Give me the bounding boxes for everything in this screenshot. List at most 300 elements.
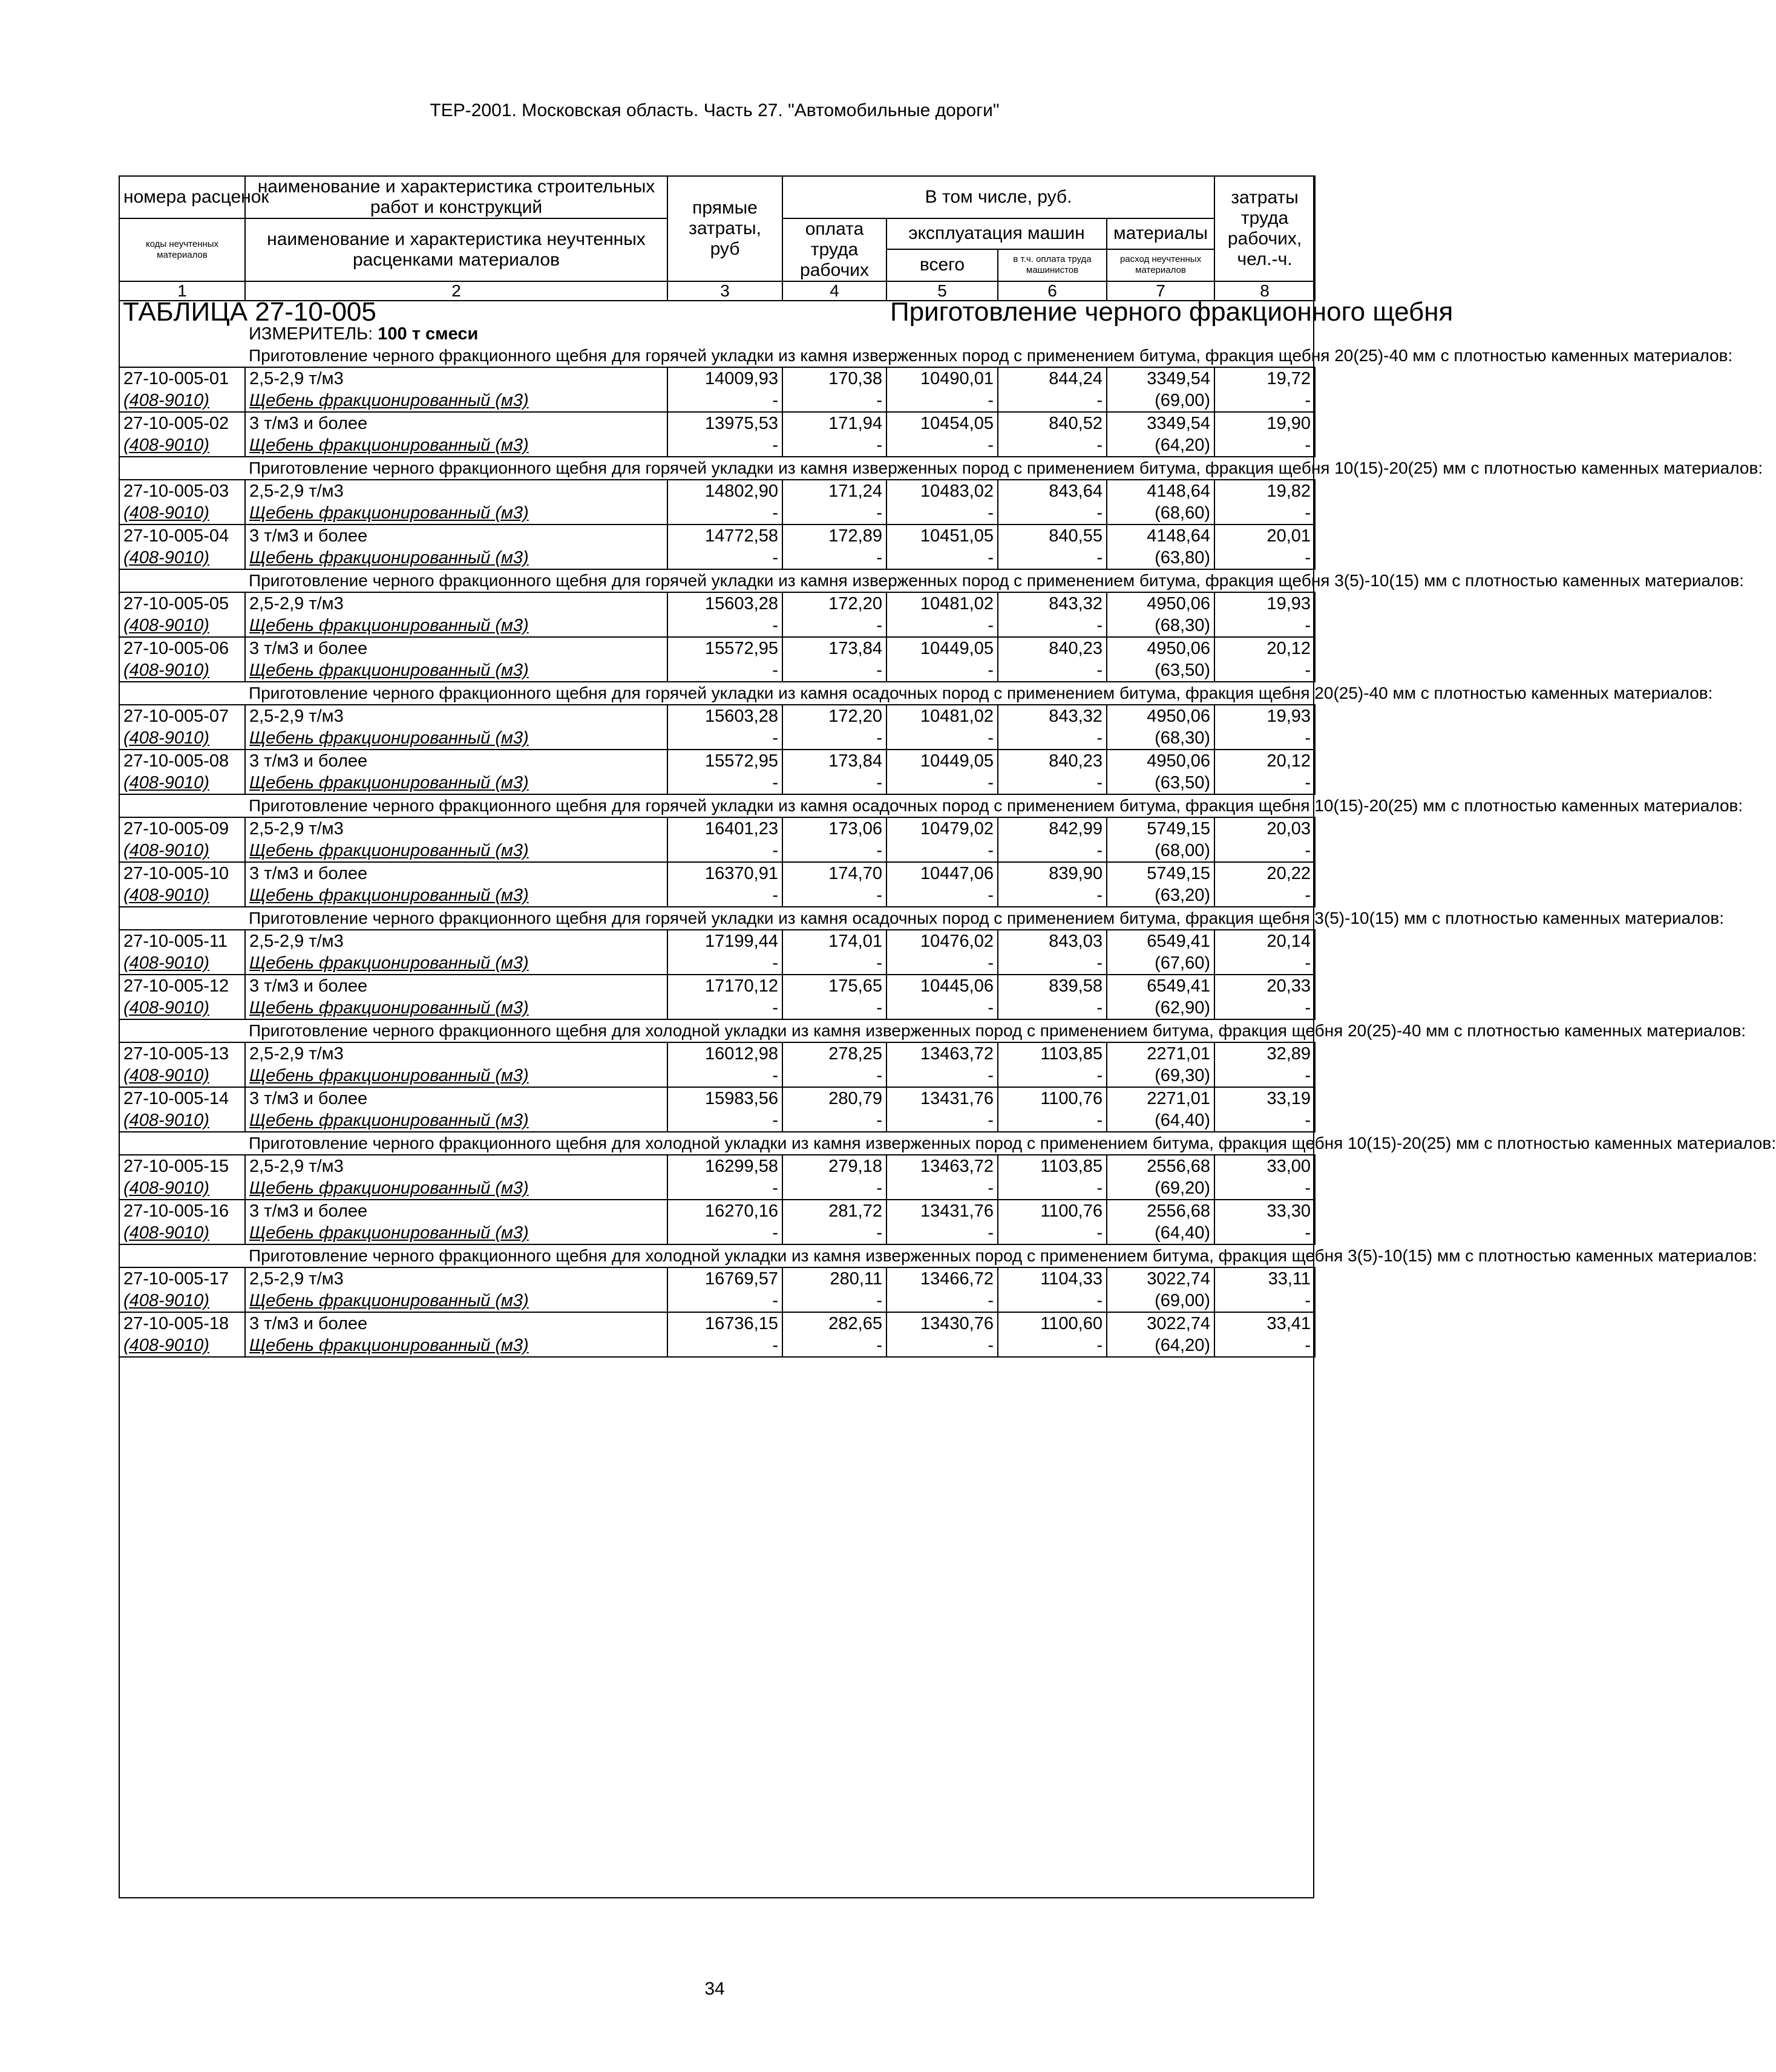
table-row [119, 480, 1315, 502]
table-row [119, 727, 1315, 750]
rate-value: - [1214, 390, 1315, 412]
rate-value: - [782, 1290, 886, 1312]
rate-value: - [782, 997, 886, 1019]
rate-value: (64,40) [1107, 1110, 1214, 1132]
rate-value: - [886, 840, 998, 862]
rate-code: (408-9010) [119, 1177, 245, 1200]
rate-code: (408-9010) [119, 615, 245, 637]
rate-value: 171,24 [782, 480, 886, 502]
table-row [119, 952, 1315, 975]
rate-value: - [782, 1110, 886, 1132]
rate-name: Щебень фракционированный (м3) [245, 840, 667, 862]
rate-name: Щебень фракционированный (м3) [245, 1065, 667, 1087]
rate-value: 839,58 [998, 975, 1107, 997]
table-row [119, 637, 1315, 659]
rate-code: 27-10-005-03 [119, 480, 245, 502]
rate-value: 15572,95 [667, 750, 782, 772]
rate-value: 10490,01 [886, 367, 998, 390]
rate-value: 280,11 [782, 1267, 886, 1290]
table-row [119, 750, 1315, 772]
rate-value: 280,79 [782, 1087, 886, 1110]
rate-value: 10454,05 [886, 412, 998, 434]
rate-value: 19,72 [1214, 367, 1315, 390]
rate-value: - [782, 434, 886, 457]
group-heading [119, 1132, 1315, 1155]
rate-value: - [667, 390, 782, 412]
rate-code: (408-9010) [119, 659, 245, 682]
rate-value: - [782, 952, 886, 975]
rate-value: 1103,85 [998, 1042, 1107, 1065]
table-row [119, 1177, 1315, 1200]
rate-code: 27-10-005-10 [119, 862, 245, 884]
rate-value: 16736,15 [667, 1312, 782, 1335]
rate-value: - [782, 547, 886, 569]
rate-name: Щебень фракционированный (м3) [245, 884, 667, 907]
table-name: Приготовление черного фракционного щебня [890, 297, 1453, 327]
rate-value: - [782, 1065, 886, 1087]
rate-value: 278,25 [782, 1042, 886, 1065]
rate-value: 14772,58 [667, 525, 782, 547]
rate-value: - [886, 502, 998, 525]
rate-code: (408-9010) [119, 997, 245, 1019]
rate-value: - [886, 727, 998, 750]
rate-value: 33,41 [1214, 1312, 1315, 1335]
rate-value: - [782, 1335, 886, 1357]
col-number: 7 [1107, 281, 1214, 301]
rate-value: 33,30 [1214, 1200, 1315, 1222]
col-machines-header: эксплуатация машин [886, 218, 1107, 249]
rate-code: (408-9010) [119, 1290, 245, 1312]
rate-code: (408-9010) [119, 1222, 245, 1244]
rate-value: 10451,05 [886, 525, 998, 547]
col-labor-header: оплата труда рабочих [782, 218, 886, 281]
group-title: Приготовление черного фракционного щебня для горячей укладки из камня изверженных пород с применением битума, фракция щебня 20(25)-40 мм с плотностью каменных материалов: [249, 346, 1733, 365]
rate-code: 27-10-005-17 [119, 1267, 245, 1290]
table-row [119, 434, 1315, 457]
rate-value: 843,32 [998, 705, 1107, 727]
rate-value: 17199,44 [667, 930, 782, 952]
rate-code: (408-9010) [119, 1335, 245, 1357]
table-row [119, 884, 1315, 907]
rate-value: 3349,54 [1107, 367, 1214, 390]
rate-value: - [1214, 1065, 1315, 1087]
rate-name: 2,5-2,9 т/м3 [245, 705, 667, 727]
table-row [119, 1087, 1315, 1110]
table-row [119, 772, 1315, 794]
rate-value: - [886, 390, 998, 412]
rate-code: (408-9010) [119, 1065, 245, 1087]
rate-value: (63,50) [1107, 659, 1214, 682]
rate-value: (67,60) [1107, 952, 1214, 975]
rate-value: 16299,58 [667, 1155, 782, 1177]
rate-value: 175,65 [782, 975, 886, 997]
rate-code: 27-10-005-02 [119, 412, 245, 434]
rate-value: 10481,02 [886, 705, 998, 727]
rate-value: - [782, 727, 886, 750]
rate-value: 32,89 [1214, 1042, 1315, 1065]
table-body [119, 297, 1776, 1357]
rate-value: 10476,02 [886, 930, 998, 952]
table-row [119, 615, 1315, 637]
rate-value: - [998, 390, 1107, 412]
rate-value: - [1214, 884, 1315, 907]
rate-name: 2,5-2,9 т/м3 [245, 1267, 667, 1290]
rate-value: 10447,06 [886, 862, 998, 884]
running-header: ТЕР-2001. Московская область. Часть 27. "Автомобильные дороги" [430, 100, 1000, 120]
rate-value: - [782, 884, 886, 907]
rate-name: Щебень фракционированный (м3) [245, 390, 667, 412]
rate-value: - [886, 1065, 998, 1087]
rate-value: 3022,74 [1107, 1312, 1214, 1335]
table-row [119, 1110, 1315, 1132]
rate-value: 15983,56 [667, 1087, 782, 1110]
rate-name: 3 т/м3 и более [245, 525, 667, 547]
rate-value: 4950,06 [1107, 592, 1214, 615]
rate-value: (64,20) [1107, 434, 1214, 457]
rate-name: 2,5-2,9 т/м3 [245, 592, 667, 615]
rate-code: (408-9010) [119, 727, 245, 750]
rate-value: 2271,01 [1107, 1087, 1214, 1110]
rate-value: - [667, 1335, 782, 1357]
rate-value: - [667, 615, 782, 637]
rate-value: 13431,76 [886, 1200, 998, 1222]
rate-code: (408-9010) [119, 1110, 245, 1132]
rate-value: - [782, 390, 886, 412]
rate-value: 174,70 [782, 862, 886, 884]
rate-value: - [886, 1290, 998, 1312]
rate-value: - [1214, 952, 1315, 975]
rate-value: 10449,05 [886, 750, 998, 772]
rate-code: 27-10-005-14 [119, 1087, 245, 1110]
rate-value: 10445,06 [886, 975, 998, 997]
rate-value: - [998, 884, 1107, 907]
table-row [119, 547, 1315, 569]
rate-value: - [886, 1177, 998, 1200]
rate-value: 33,19 [1214, 1087, 1315, 1110]
rate-value: 172,20 [782, 705, 886, 727]
rate-code: (408-9010) [119, 502, 245, 525]
rate-value: 173,84 [782, 750, 886, 772]
rate-value: 170,38 [782, 367, 886, 390]
rate-code: 27-10-005-12 [119, 975, 245, 997]
rate-value: - [667, 1290, 782, 1312]
rate-value: - [886, 547, 998, 569]
rate-value: 15603,28 [667, 705, 782, 727]
rate-value: - [667, 1177, 782, 1200]
col-hours-header: затраты труда рабочих, чел.-ч. [1214, 176, 1315, 281]
rate-name: 3 т/м3 и более [245, 862, 667, 884]
rate-name: 3 т/м3 и более [245, 637, 667, 659]
rate-value: - [998, 1177, 1107, 1200]
rate-code: (408-9010) [119, 390, 245, 412]
rate-code: 27-10-005-05 [119, 592, 245, 615]
rate-value: - [1214, 1222, 1315, 1244]
rate-value: 174,01 [782, 930, 886, 952]
rate-name: 3 т/м3 и более [245, 412, 667, 434]
rate-value: - [1214, 547, 1315, 569]
col-number: 8 [1214, 281, 1315, 301]
table-row [119, 1290, 1315, 1312]
rate-value: 172,20 [782, 592, 886, 615]
rate-value: 13466,72 [886, 1267, 998, 1290]
table-title: ТАБЛИЦА 27-10-005 [123, 297, 376, 327]
rate-value: 13431,76 [886, 1087, 998, 1110]
rate-value: - [667, 727, 782, 750]
rate-value: - [998, 1222, 1107, 1244]
group-heading [119, 682, 1315, 705]
rate-value: 10483,02 [886, 480, 998, 502]
rate-value: - [667, 547, 782, 569]
col-mcode-header: коды неучтенных материалов [119, 218, 245, 281]
rate-value: 5749,15 [1107, 862, 1214, 884]
table-row [119, 502, 1315, 525]
rate-value: 839,90 [998, 862, 1107, 884]
rate-code: (408-9010) [119, 772, 245, 794]
rate-value: 16270,16 [667, 1200, 782, 1222]
rate-value: 20,01 [1214, 525, 1315, 547]
rate-value: (63,50) [1107, 772, 1214, 794]
rate-value: - [998, 727, 1107, 750]
rate-value: 10449,05 [886, 637, 998, 659]
rate-value: 13463,72 [886, 1155, 998, 1177]
rate-value: - [667, 1222, 782, 1244]
rate-value: - [667, 997, 782, 1019]
col-number: 2 [245, 281, 667, 301]
group-heading [119, 345, 1315, 367]
col-mname-header: наименование и характеристика неучтенных расценками материалов [245, 218, 667, 281]
rate-name: Щебень фракционированный (м3) [245, 615, 667, 637]
rate-value: (68,60) [1107, 502, 1214, 525]
rate-value: 15603,28 [667, 592, 782, 615]
rate-value: - [667, 884, 782, 907]
rate-value: 6549,41 [1107, 930, 1214, 952]
rate-value: - [998, 840, 1107, 862]
rate-value: 843,32 [998, 592, 1107, 615]
rates-table [119, 175, 1776, 1358]
rate-name: Щебень фракционированный (м3) [245, 952, 667, 975]
rate-value: 20,12 [1214, 637, 1315, 659]
rate-value: - [998, 1290, 1107, 1312]
rate-value: - [667, 502, 782, 525]
rate-value: 1104,33 [998, 1267, 1107, 1290]
rate-value: 19,93 [1214, 592, 1315, 615]
table-row [119, 1065, 1315, 1087]
rate-code: 27-10-005-11 [119, 930, 245, 952]
col-mach-total-header: всего [886, 249, 998, 281]
rate-value: - [782, 1177, 886, 1200]
rate-name: Щебень фракционированный (м3) [245, 1290, 667, 1312]
group-heading [119, 1244, 1315, 1267]
rate-name: Щебень фракционированный (м3) [245, 772, 667, 794]
rate-value: - [886, 434, 998, 457]
rate-value: (64,20) [1107, 1335, 1214, 1357]
rate-value: (69,20) [1107, 1177, 1214, 1200]
rate-name: 3 т/м3 и более [245, 1312, 667, 1335]
col-number: 1 [119, 281, 245, 301]
rate-value: 282,65 [782, 1312, 886, 1335]
rate-name: 2,5-2,9 т/м3 [245, 367, 667, 390]
rate-value: (64,40) [1107, 1222, 1214, 1244]
table-row [119, 1155, 1315, 1177]
rate-value: 16012,98 [667, 1042, 782, 1065]
rate-name: 2,5-2,9 т/м3 [245, 817, 667, 840]
group-heading [119, 794, 1315, 817]
rate-value: - [886, 1110, 998, 1132]
rate-value: - [782, 840, 886, 862]
rate-value: 840,23 [998, 750, 1107, 772]
group-heading [119, 907, 1315, 930]
group-title: Приготовление черного фракционного щебня для горячей укладки из камня изверженных пород с применением битума, фракция щебня 3(5)-10(15) мм с плотностью каменных материалов: [249, 571, 1744, 590]
col-name-header: наименование и характеристика строительных работ и конструкций [245, 176, 667, 218]
rate-value: 16401,23 [667, 817, 782, 840]
table-row [119, 592, 1315, 615]
rate-value: 843,64 [998, 480, 1107, 502]
rate-value: (63,20) [1107, 884, 1214, 907]
rate-value: - [886, 1222, 998, 1244]
rate-value: - [667, 659, 782, 682]
table-row [119, 862, 1315, 884]
rate-value: - [886, 772, 998, 794]
rate-value: - [886, 952, 998, 975]
rate-value: 4148,64 [1107, 525, 1214, 547]
rate-value: 13430,76 [886, 1312, 998, 1335]
rate-value: - [782, 502, 886, 525]
col-mat-qty-header: расход неучтенных материалов [1107, 249, 1214, 281]
rate-value: 20,03 [1214, 817, 1315, 840]
rate-name: Щебень фракционированный (м3) [245, 1335, 667, 1357]
rate-value: 171,94 [782, 412, 886, 434]
rate-value: - [782, 659, 886, 682]
rate-value: - [998, 952, 1107, 975]
rate-value: 4950,06 [1107, 750, 1214, 772]
rate-value: 1100,76 [998, 1200, 1107, 1222]
rate-value: 3349,54 [1107, 412, 1214, 434]
rate-name: 3 т/м3 и более [245, 1200, 667, 1222]
rate-value: 13975,53 [667, 412, 782, 434]
rate-value: 1100,60 [998, 1312, 1107, 1335]
rate-value: 279,18 [782, 1155, 886, 1177]
rate-value: 4950,06 [1107, 637, 1214, 659]
group-title: Приготовление черного фракционного щебня для холодной укладки из камня изверженных пород с применением битума, фракция щебня 3(5)-10(15) мм с плотностью каменных материалов: [249, 1246, 1757, 1265]
table-row [119, 1222, 1315, 1244]
rate-value: 2556,68 [1107, 1155, 1214, 1177]
rate-name: Щебень фракционированный (м3) [245, 659, 667, 682]
rate-code: 27-10-005-04 [119, 525, 245, 547]
rate-value: - [782, 772, 886, 794]
rate-value: - [998, 615, 1107, 637]
rate-value: - [1214, 772, 1315, 794]
rate-value: 5749,15 [1107, 817, 1214, 840]
col-number: 3 [667, 281, 782, 301]
rate-code: 27-10-005-06 [119, 637, 245, 659]
rate-code: (408-9010) [119, 884, 245, 907]
group-title: Приготовление черного фракционного щебня для горячей укладки из камня осадочных пород с применением битума, фракция щебня 10(15)-20(25) мм с плотностью каменных материалов: [249, 796, 1743, 815]
rate-value: 840,55 [998, 525, 1107, 547]
rate-value: - [998, 1065, 1107, 1087]
table-row [119, 1335, 1315, 1357]
rate-value: (68,00) [1107, 840, 1214, 862]
rate-value: 1103,85 [998, 1155, 1107, 1177]
rate-value: (63,80) [1107, 547, 1214, 569]
col-number: 6 [998, 281, 1107, 301]
rate-code: (408-9010) [119, 434, 245, 457]
col-code-header: номера расценок [119, 176, 245, 218]
rate-value: - [998, 772, 1107, 794]
rate-value: 172,89 [782, 525, 886, 547]
rate-code: 27-10-005-08 [119, 750, 245, 772]
rate-value: 33,00 [1214, 1155, 1315, 1177]
rate-value: 2556,68 [1107, 1200, 1214, 1222]
rate-value: 33,11 [1214, 1267, 1315, 1290]
rate-value: - [1214, 997, 1315, 1019]
rate-value: - [1214, 1177, 1315, 1200]
rate-value: - [998, 997, 1107, 1019]
rate-value: 15572,95 [667, 637, 782, 659]
rate-name: 3 т/м3 и более [245, 750, 667, 772]
rate-code: 27-10-005-01 [119, 367, 245, 390]
rate-name: Щебень фракционированный (м3) [245, 502, 667, 525]
rate-value: - [998, 1335, 1107, 1357]
rate-value: - [667, 1110, 782, 1132]
rate-value: - [886, 659, 998, 682]
rate-value: (69,00) [1107, 390, 1214, 412]
rate-code: 27-10-005-18 [119, 1312, 245, 1335]
table-row [119, 390, 1315, 412]
rate-value: - [1214, 1290, 1315, 1312]
rate-value: - [1214, 840, 1315, 862]
rate-code: 27-10-005-13 [119, 1042, 245, 1065]
group-title: Приготовление черного фракционного щебня для холодной укладки из камня изверженных пород с применением битума, фракция щебня 10(15)-20(25) мм с плотностью каменных материалов: [249, 1134, 1776, 1152]
rate-value: - [886, 997, 998, 1019]
rate-value: - [667, 772, 782, 794]
rate-name: 2,5-2,9 т/м3 [245, 480, 667, 502]
rate-name: Щебень фракционированный (м3) [245, 1110, 667, 1132]
table-row [119, 1312, 1315, 1335]
rate-value: - [1214, 502, 1315, 525]
rate-value: (69,30) [1107, 1065, 1214, 1087]
rate-value: 3022,74 [1107, 1267, 1214, 1290]
rate-value: - [998, 547, 1107, 569]
rate-value: - [667, 434, 782, 457]
rate-value: 840,52 [998, 412, 1107, 434]
rate-value: - [667, 952, 782, 975]
rate-value: - [782, 1222, 886, 1244]
col-number: 5 [886, 281, 998, 301]
rate-value: - [998, 502, 1107, 525]
table-row [119, 659, 1315, 682]
rate-value: 20,33 [1214, 975, 1315, 997]
table-row [119, 1200, 1315, 1222]
rate-name: Щебень фракционированный (м3) [245, 997, 667, 1019]
rate-value: 842,99 [998, 817, 1107, 840]
rate-value: - [1214, 1335, 1315, 1357]
rate-value: - [1214, 659, 1315, 682]
table-row [119, 705, 1315, 727]
rate-value: 16769,57 [667, 1267, 782, 1290]
rate-value: - [886, 615, 998, 637]
rate-name: Щебень фракционированный (м3) [245, 434, 667, 457]
rate-value: 840,23 [998, 637, 1107, 659]
rate-value: 19,93 [1214, 705, 1315, 727]
rate-value: 20,12 [1214, 750, 1315, 772]
rate-value: - [1214, 1110, 1315, 1132]
group-title: Приготовление черного фракционного щебня для холодной укладки из камня изверженных пород с применением битума, фракция щебня 20(25)-40 мм с плотностью каменных материалов: [249, 1021, 1746, 1040]
rate-value: 281,72 [782, 1200, 886, 1222]
rate-value: - [886, 884, 998, 907]
rate-code: (408-9010) [119, 840, 245, 862]
rate-value: 4950,06 [1107, 705, 1214, 727]
rate-value: 2271,01 [1107, 1042, 1214, 1065]
